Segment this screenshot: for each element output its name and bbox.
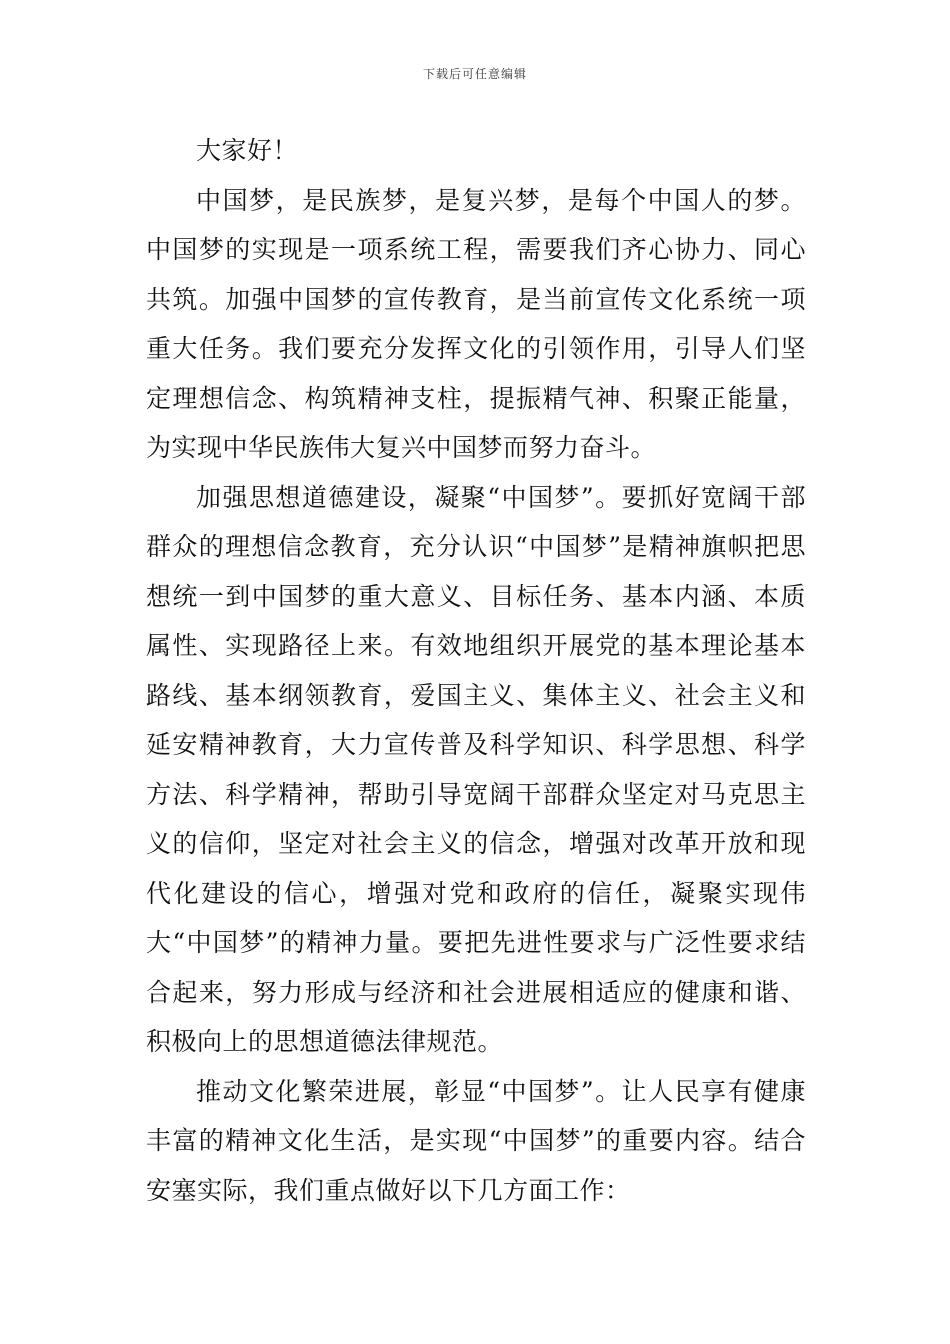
cultural-prosperity-paragraph: 推动文化繁荣进展，彰显“中国梦”。让人民享有健康丰富的精神文化生活，是实现“中国梦”的重要内容。结合安塞实际，我们重点做好以下几方面工作：: [146, 1076, 806, 1205]
greeting-paragraph: 大家好！: [196, 136, 299, 165]
moral-construction-paragraph: 加强思想道德建设，凝聚“中国梦”。要抓好宽阔干部群众的理想信念教育，充分认识“中国梦”是精神旗帜把思想统一到中国梦的重大意义、目标任务、基本内涵、本质属性、实现路径上来。有效地组织开展党的基本理论基本路线、基本纲领教育，爱国主义、集体主义、社会主义和延安精神教育，大力宣传普及科学知识、科学思想、科学方法、科学精神，帮助引导宽阔干部群众坚定对马克思主义的信仰，坚定对社会主义的信念，增强对改革开放和现代化建设的信心，增强对党和政府的信任，凝聚实现伟大“中国梦”的精神力量。要把先进性要求与广泛性要求结合起来，努力形成与经济和社会进展相适应的健康和谐、积极向上的思想道德法律规范。: [146, 482, 806, 1056]
document-body: [146, 126, 806, 1215]
intro-paragraph: 中国梦，是民族梦，是复兴梦，是每个中国人的梦。中国梦的实现是一项系统工程，需要我们齐心协力、同心共筑。加强中国梦的宣传教育，是当前宣传文化系统一项重大任务。我们要充分发挥文化的引领作用，引导人们坚定理想信念、构筑精神支柱，提振精气神、积聚正能量，为实现中华民族伟大复兴中国梦而努力奋斗。: [146, 185, 806, 462]
page-header-note: 下载后可任意编辑: [422, 67, 527, 81]
